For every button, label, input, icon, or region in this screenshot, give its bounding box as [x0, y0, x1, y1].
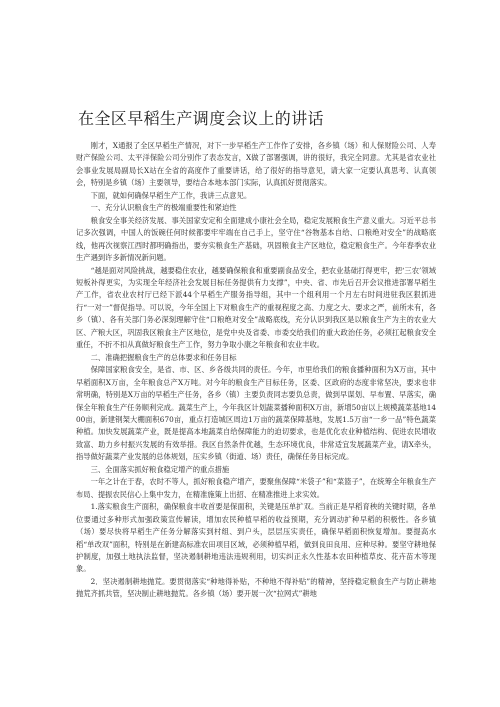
paragraph: 粮食安全事关经济发展、事关国家安定和全面建成小康社会全局，稳定发展粮食生产意义重大。习近平总书记多次强调，中国人的饭碗任何时候都要牢牢端在自己手上，坚守住“谷物基本自给、口粮绝对安全”的战略底线，他再次视察江西时都明确指出，要夯实粮食生产基础，巩固粮食主产区地位，稳定粮食生产。今年春季农业生产遇到许多新情况新问题。	[76, 215, 436, 263]
paragraph-outline: 下面，就如何确保早稻生产工作，我讲三点意见。	[90, 190, 252, 200]
section-heading-3: 三、全面落实抓好粮食稳定增产的重点措施	[90, 464, 230, 474]
document-body	[76, 140, 436, 601]
paragraph-intro: 刚才，X通报了全区早稻生产情况，对下一步早稻生产工作作了安排，各乡镇（场）和人保财险公司、人寿财产保险公司、太平洋保险公司分别作了表态发言，X做了部署强调，讲的很好，我完全同意。尤其是省农业社会事业发展局副局长X站在全省的高度作了重要讲话，给了很好的指导意见，请大家一定要认真思考、认真领会，特别是乡镇（场）主要领导，要结合本地本部门实际，认真抓好贯彻落实。	[76, 141, 436, 188]
paragraph: “越是面对风险挑战，越要稳住农业，越要确保粮食和重要副食品安全，把农业基础打得更牢，把‘三农’领域短板补得更实，为实现全年经济社会发展目标任务提供有力支撑”，中央、省、市先后召开会议推进部署早稻生产工作，省农业农村厅已经下派44个早稻生产服务指导组，其中一个组利用一个月左右时间进驻我区狠抓进行“一对一”督促指导。可以说，今年全国上下对粮食生产的重视程度之高、力度之大、要求之严，前所未有，各乡（镇）、各有关部门务必深刻理解守住“口粮绝对安全”战略底线，充分认识到我区是以粮食生产为主的农业大区、产粮大区，巩固我区粮食主产区地位，是党中央及省委、市委交给我们的重大政治任务，必须扛起粮食安全重任，不折不扣从真做好粮食生产工作，努力争取小康之年粮食和农业丰收。	[76, 265, 436, 350]
section-heading-2: 二、准确把握粮食生产的总体要求和任务目标	[90, 352, 237, 362]
paragraph: 保障国家粮食安全，是省、市、区、乡各级共同的责任。今年，市里给我们的粮食播种面积为X万亩，其中早稻面积X万亩，全年粮食总产X万吨。对今年的粮食生产目标任务，区委、区政府的态度非常坚决，要求也非常明确，特别是X万亩的早稻生产任务，各乡（镇）主要负责同志要负总责，做到早谋划、早布置、早落实，确保全年粮食生产任务顺利完成。蔬菜生产上，今年我区计划蔬菜播种面积X万亩，新增50亩以上规模蔬菜基地1400亩，新建钢架大棚面积670亩，重点打造城区周边1万亩的蔬菜保障基地，发展1.5万亩“一乡一品”特色蔬菜种植。加快发展蔬菜产业，既是提高本地蔬菜自给保障能力的迫切要求，也是优化农业种植结构、促进农民增收致富、助力乡村振兴发展的有效举措。我区自然条件优越，生态环境优良，非常适宜发展蔬菜产业，请X牵头，指导做好蔬菜产业发展的总体规划，压实乡镇（街道、场）责任，确保任务目标完成。	[76, 365, 436, 462]
paragraph: 一年之计在于春，农时不等人，抓好粮食稳产增产，要聚焦保障“米袋子”和“菜篮子”，在统筹全年粮食生产布局、提振农民信心上集中发力，在精准施策上出招、在精准推进上求实效。	[76, 477, 436, 499]
document-title: 在全区早稻生产调度会议上的讲话	[78, 109, 325, 128]
section-heading-1: 一、充分认识粮食生产的极端重要性和紧迫性	[90, 203, 237, 213]
paragraph: 1.落实粮食生产面积，确保粮食丰收首要是保面积，关键是压单扩双。当前正是早稻育秧的关键时期，各单位要通过多种形式加强政策宣传解读，增加农民种植早稻的收益预期，充分调动扩种早稻的积极性。各乡镇（场）要尽快将早稻生产任务分解落实到村组、到户头，层层压实责任，确保早稻面积恢复增加。要提高水稻“单改双”面积，特别是在新建高标准农田项目区域，必须种植早稻，做到良田良用、应种尽种。要坚守耕地保护制度，加强土地执法监督，坚决遏制耕地违法违规利用，切实纠正永久性基本农田种植草皮、花卉苗木等现象。	[76, 502, 436, 574]
paragraph: 2．坚决遏制耕地抛荒。要贯彻落实“种地得补贴，不种地不得补贴”的精神，坚持稳定粮食生产与防止耕地抛荒齐抓共管，坚决制止耕地抛荒。各乡镇（场）要开展一次“拉网式”耕地	[76, 576, 436, 599]
